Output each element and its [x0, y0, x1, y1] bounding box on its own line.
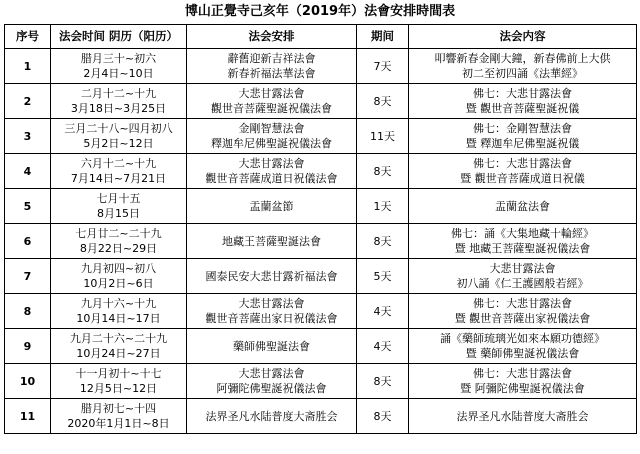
cell-arrangement-line: 觀世音菩薩出家日祝儀法會 — [205, 312, 338, 325]
cell-content-line: 暨 地藏王菩薩聖誕祝儀法會 — [454, 242, 591, 255]
cell-arrangement — [187, 259, 357, 294]
cell-content — [409, 119, 637, 154]
cell-time-line: 10月14日~17日 — [76, 312, 161, 325]
cell-arrangement-line: 藥師佛聖誕法會 — [233, 339, 310, 353]
cell-arrangement-line: 金剛智慧法會 — [238, 122, 305, 135]
cell-content-line: 初八誦《仁王護國般若經》 — [456, 277, 589, 290]
cell-content-line: 佛七：大悲甘露法會 — [473, 157, 572, 170]
cell-num: 1 — [5, 49, 51, 84]
table-body — [5, 49, 637, 434]
cell-content — [409, 399, 637, 434]
cell-time — [51, 329, 187, 364]
cell-content-line: 暨 阿彌陀佛聖誕祝儀法會 — [460, 382, 585, 395]
table-row — [5, 189, 637, 224]
cell-time-line: 2020年1月1日~8日 — [67, 417, 170, 430]
cell-content-line: 佛七：大悲甘露法會 — [473, 297, 572, 310]
cell-time-line: 三月二十八~四月初八 — [64, 122, 173, 135]
cell-period: 8天 — [357, 84, 409, 119]
cell-period: 4天 — [357, 294, 409, 329]
cell-time — [51, 49, 187, 84]
cell-content-line: 暨 觀世音菩薩出家祝儀法會 — [454, 312, 591, 325]
cell-period: 8天 — [357, 364, 409, 399]
cell-content-line: 大悲甘露法會 — [489, 262, 556, 275]
cell-arrangement-line: 新春祈福法華法會 — [227, 67, 316, 80]
cell-arrangement-line: 觀世音菩薩成道日祝儀法會 — [205, 172, 338, 185]
cell-content-line: 暨 觀世音菩薩成道日祝儀 — [460, 172, 585, 185]
cell-num: 5 — [5, 189, 51, 224]
cell-arrangement-line: 法界圣凡水陆普度大斋胜会 — [205, 409, 338, 423]
cell-time-line: 六月十二~十九 — [80, 157, 157, 170]
cell-content-line: 初二至初四誦《法華經》 — [462, 67, 583, 80]
table-row — [5, 329, 637, 364]
cell-arrangement-line: 大悲甘露法會 — [238, 297, 305, 310]
cell-num: 10 — [5, 364, 51, 399]
table-row — [5, 84, 637, 119]
header-arrangement: 法会安排 — [187, 25, 357, 49]
cell-time-line: 十一月初十~十七 — [75, 367, 162, 380]
cell-content-line: 盂蘭盆法會 — [495, 199, 550, 213]
cell-time-line: 2月4日~10日 — [83, 67, 154, 80]
cell-time-line: 腊月三十~初六 — [80, 52, 157, 65]
cell-num: 6 — [5, 224, 51, 259]
cell-arrangement — [187, 49, 357, 84]
cell-content — [409, 259, 637, 294]
cell-period: 8天 — [357, 154, 409, 189]
table-row — [5, 399, 637, 434]
cell-content-line: 法界圣凡水陆普度大斋胜会 — [456, 409, 589, 423]
cell-time — [51, 189, 187, 224]
cell-time-line: 九月二十六~二十九 — [69, 332, 168, 345]
cell-time — [51, 154, 187, 189]
cell-period: 8天 — [357, 224, 409, 259]
cell-arrangement-line: 大悲甘露法會 — [238, 157, 305, 170]
cell-period: 1天 — [357, 189, 409, 224]
page-title: 博山正覺寺己亥年（2019年）法會安排時間表 — [184, 4, 456, 19]
cell-num: 11 — [5, 399, 51, 434]
cell-content — [409, 49, 637, 84]
cell-content-line: 叩響新春金剛大鐘，新春佛前上大供 — [434, 52, 611, 65]
cell-num: 9 — [5, 329, 51, 364]
table-row — [5, 49, 637, 84]
cell-arrangement-line: 釋迦牟尼佛聖誕祝儀法會 — [211, 137, 332, 150]
cell-content — [409, 364, 637, 399]
cell-content — [409, 329, 637, 364]
cell-arrangement-line: 國泰民安大悲甘露祈福法會 — [205, 269, 338, 283]
cell-time-line: 七月十五 — [96, 192, 141, 205]
cell-content — [409, 154, 637, 189]
cell-content-line: 佛七：誦《大集地藏十輪經》 — [451, 227, 594, 240]
header-content: 法会内容 — [409, 25, 637, 49]
table-row — [5, 119, 637, 154]
cell-num: 4 — [5, 154, 51, 189]
cell-num: 3 — [5, 119, 51, 154]
cell-content — [409, 224, 637, 259]
cell-arrangement-line: 大悲甘露法會 — [238, 87, 305, 100]
cell-time — [51, 84, 187, 119]
cell-period: 8天 — [357, 399, 409, 434]
cell-time-line: 七月廿二~二十九 — [75, 227, 162, 240]
header-num: 序号 — [5, 25, 51, 49]
cell-arrangement — [187, 154, 357, 189]
cell-time-line: 7月14日~7月21日 — [70, 172, 167, 185]
table-row — [5, 294, 637, 329]
cell-period: 7天 — [357, 49, 409, 84]
cell-arrangement-line: 地藏王菩薩聖誕法會 — [222, 234, 321, 248]
cell-time-line: 8月22日~29日 — [79, 242, 158, 255]
cell-time-line: 8月15日 — [97, 207, 140, 220]
cell-content-line: 暨 觀世音菩薩聖誕祝儀 — [465, 102, 580, 115]
cell-arrangement — [187, 364, 357, 399]
cell-time — [51, 119, 187, 154]
cell-time — [51, 364, 187, 399]
cell-time-line: 12月5日~12日 — [79, 382, 158, 395]
cell-content-line: 佛七：大悲甘露法會 — [473, 87, 572, 100]
cell-time — [51, 294, 187, 329]
schedule-table — [4, 24, 637, 434]
cell-period: 5天 — [357, 259, 409, 294]
table-header-row — [5, 25, 637, 49]
cell-num: 2 — [5, 84, 51, 119]
cell-time — [51, 399, 187, 434]
cell-time — [51, 259, 187, 294]
cell-time-line: 5月2日~12日 — [83, 137, 154, 150]
cell-arrangement-line: 觀世音菩薩聖誕祝儀法會 — [211, 102, 332, 115]
cell-time-line: 10月2日~6日 — [83, 277, 154, 290]
cell-time-line: 九月初四~初八 — [80, 262, 157, 275]
table-row — [5, 364, 637, 399]
cell-time-line: 3月18日~3月25日 — [70, 102, 167, 115]
cell-time-line: 腊月初七~十四 — [80, 402, 157, 415]
cell-time-line: 九月十六~十九 — [80, 297, 157, 310]
cell-time-line: 10月24日~27日 — [76, 347, 161, 360]
table-row — [5, 259, 637, 294]
header-time: 法会时间 阴历（阳历） — [51, 25, 187, 49]
cell-arrangement — [187, 329, 357, 364]
cell-arrangement — [187, 119, 357, 154]
cell-arrangement — [187, 224, 357, 259]
cell-period: 11天 — [357, 119, 409, 154]
cell-content — [409, 294, 637, 329]
cell-arrangement-line: 盂蘭盆節 — [249, 199, 294, 213]
cell-content-line: 暨 釋迦牟尼佛聖誕祝儀 — [465, 137, 580, 150]
cell-content-line: 佛七：大悲甘露法會 — [473, 367, 572, 380]
cell-arrangement — [187, 84, 357, 119]
cell-time-line: 二月十二~十九 — [80, 87, 157, 100]
cell-num: 8 — [5, 294, 51, 329]
cell-arrangement-line: 大悲甘露法會 — [238, 367, 305, 380]
cell-content — [409, 189, 637, 224]
cell-arrangement — [187, 294, 357, 329]
cell-arrangement — [187, 189, 357, 224]
cell-time — [51, 224, 187, 259]
header-period: 期间 — [357, 25, 409, 49]
cell-content — [409, 84, 637, 119]
cell-arrangement-line: 辭舊迎新吉祥法會 — [227, 52, 316, 65]
table-row — [5, 224, 637, 259]
cell-content-line: 佛七：金剛智慧法會 — [473, 122, 572, 135]
cell-content-line: 暨 藥師佛聖誕祝儀法會 — [465, 347, 580, 360]
table-row — [5, 154, 637, 189]
cell-content-line: 誦《藥師琉璃光如來本願功德經》 — [440, 332, 605, 345]
cell-arrangement-line: 阿彌陀佛聖誕祝儀法會 — [216, 382, 327, 395]
cell-num: 7 — [5, 259, 51, 294]
cell-arrangement — [187, 399, 357, 434]
cell-period: 4天 — [357, 329, 409, 364]
